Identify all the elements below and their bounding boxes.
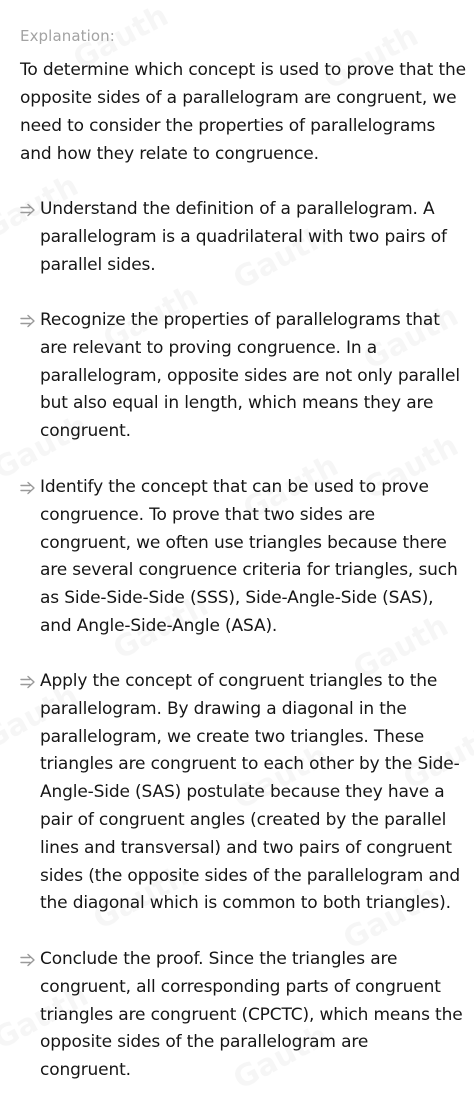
step-text: Conclude the proof. Since the triangles are congruent, all corresponding parts of congruent triangles are congruent (CPCTC), which means the opposite sides of the parallelogram are congruent. <box>40 949 463 1081</box>
double-arrow-right-icon <box>20 480 36 496</box>
step-item <box>20 474 466 641</box>
double-arrow-right-icon <box>20 202 36 218</box>
step-text: Recognize the properties of parallelograms that are relevant to proving congruence. In a parallelogram, opposite sides are not only parallel but also equal in length, which means they are congruent. <box>40 310 460 442</box>
step-item <box>20 946 466 1085</box>
step-text: Identify the concept that can be used to prove congruence. To prove that two sides are congruent, we often use triangles because there are several congruence criteria for triangles, such as Side-Side-Side (SSS), Side-Angle-Side (SAS), and Angle-Side-Angle (ASA). <box>40 477 458 636</box>
step-item <box>20 307 466 446</box>
step-text: Understand the definition of a parallelogram. A parallelogram is a quadrilateral with two pairs of parallel sides. <box>40 199 447 275</box>
intro-paragraph: To determine which concept is used to prove that the opposite sides of a parallelogram are congruent, we need to consider the properties of parallelograms and how they relate to congruence. <box>20 60 466 164</box>
double-arrow-right-icon <box>20 674 36 690</box>
step-item <box>20 196 466 279</box>
step-text: Apply the concept of congruent triangles to the parallelogram. By drawing a diagonal in the parallelogram, we create two triangles. These triangles are congruent to each other by the Side-Angle-Side (SAS) postulate because they have a pair of congruent angles (created by the parallel lines and transversal) and two pairs of congruent sides (the opposite sides of the parallelogram and the diagonal which is common to both triangles). <box>40 671 460 914</box>
explanation-heading: Explanation: <box>20 27 115 45</box>
double-arrow-right-icon <box>20 313 36 329</box>
double-arrow-right-icon <box>20 952 36 968</box>
step-item <box>20 668 466 918</box>
